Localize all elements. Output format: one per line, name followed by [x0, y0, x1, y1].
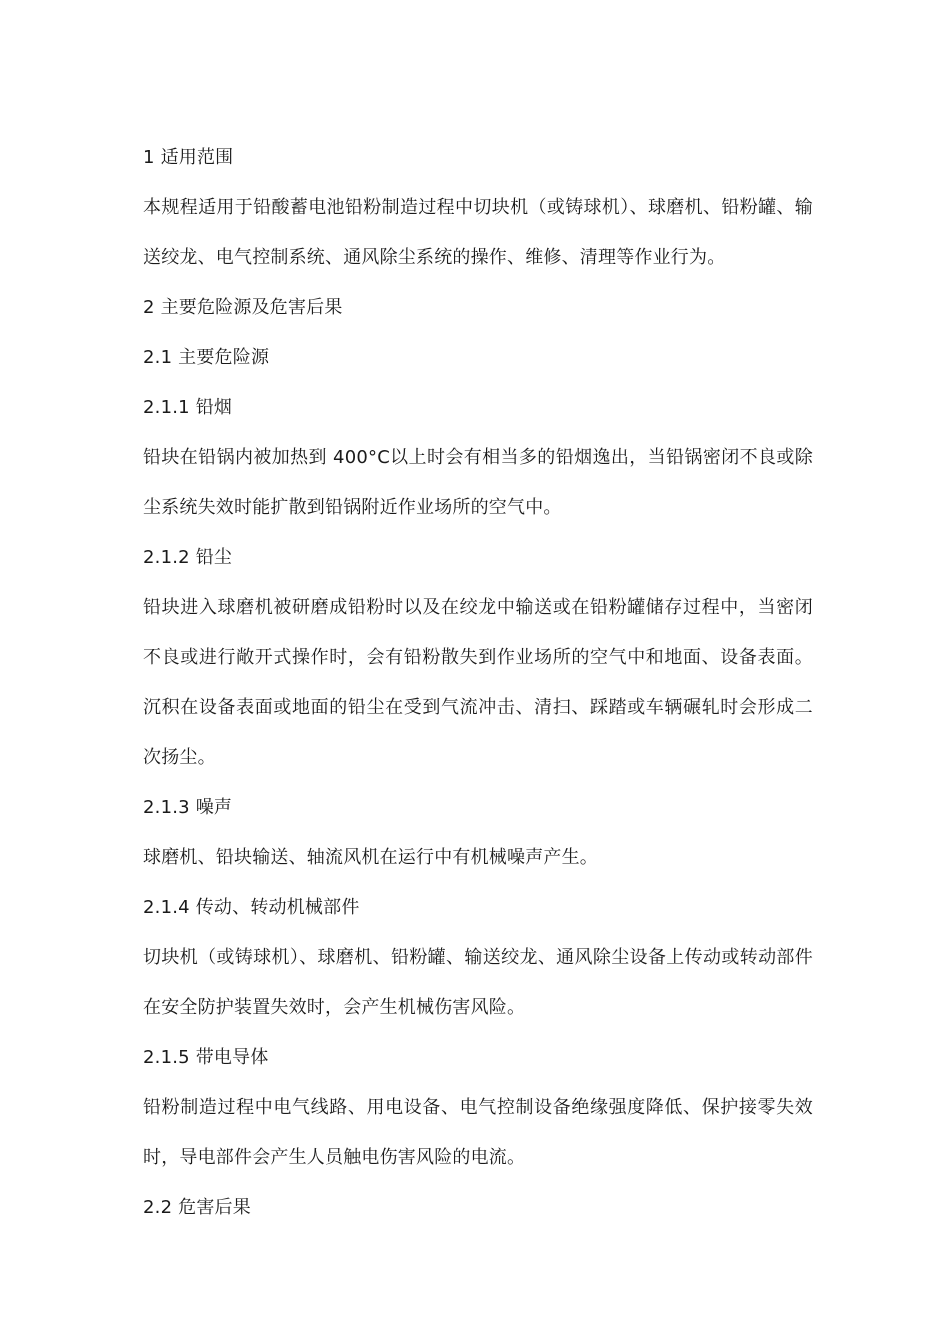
heading-lead-fume: 2.1.1 铅烟 — [143, 397, 233, 418]
paragraph-lead-dust: 铅块进入球磨机被研磨成铅粉时以及在绞龙中输送或在铅粉罐储存过程中，当密闭不良或进行敞开式操作时，会有铅粉散失到作业场所的空气中和地面、设备表面。沉积在设备表面或地面的铅尘在受到气流冲击、清扫、踩踏或车辆碾轧时会形成二次扬尘。 — [143, 597, 813, 768]
heading-noise: 2.1.3 噪声 — [143, 797, 233, 818]
heading-consequences: 2.2 危害后果 — [143, 1197, 251, 1218]
heading-live-conductors: 2.1.5 带电导体 — [143, 1047, 269, 1068]
heading-main-hazard-sources: 2.1 主要危险源 — [143, 347, 270, 368]
paragraph-noise: 球磨机、铅块输送、轴流风机在运行中有机械噪声产生。 — [143, 847, 598, 868]
heading-moving-parts: 2.1.4 传动、转动机械部件 — [143, 897, 360, 918]
paragraph-live-conductors: 铅粉制造过程中电气线路、用电设备、电气控制设备绝缘强度降低、保护接零失效时，导电部件会产生人员触电伤害风险的电流。 — [143, 1097, 813, 1168]
heading-lead-dust: 2.1.2 铅尘 — [143, 547, 233, 568]
heading-scope: 1 适用范围 — [143, 147, 234, 168]
paragraph-scope: 本规程适用于铅酸蓄电池铅粉制造过程中切块机（或铸球机）、球磨机、铅粉罐、输送绞龙、电气控制系统、通风除尘系统的操作、维修、清理等作业行为。 — [143, 197, 813, 268]
heading-hazards: 2 主要危险源及危害后果 — [143, 297, 343, 318]
document-body — [143, 133, 813, 1233]
paragraph-moving-parts: 切块机（或铸球机）、球磨机、铅粉罐、输送绞龙、通风除尘设备上传动或转动部件在安全防护装置失效时，会产生机械伤害风险。 — [143, 947, 813, 1018]
paragraph-lead-fume: 铅块在铅锅内被加热到 400°C以上时会有相当多的铅烟逸出，当铅锅密闭不良或除尘系统失效时能扩散到铅锅附近作业场所的空气中。 — [143, 447, 813, 518]
